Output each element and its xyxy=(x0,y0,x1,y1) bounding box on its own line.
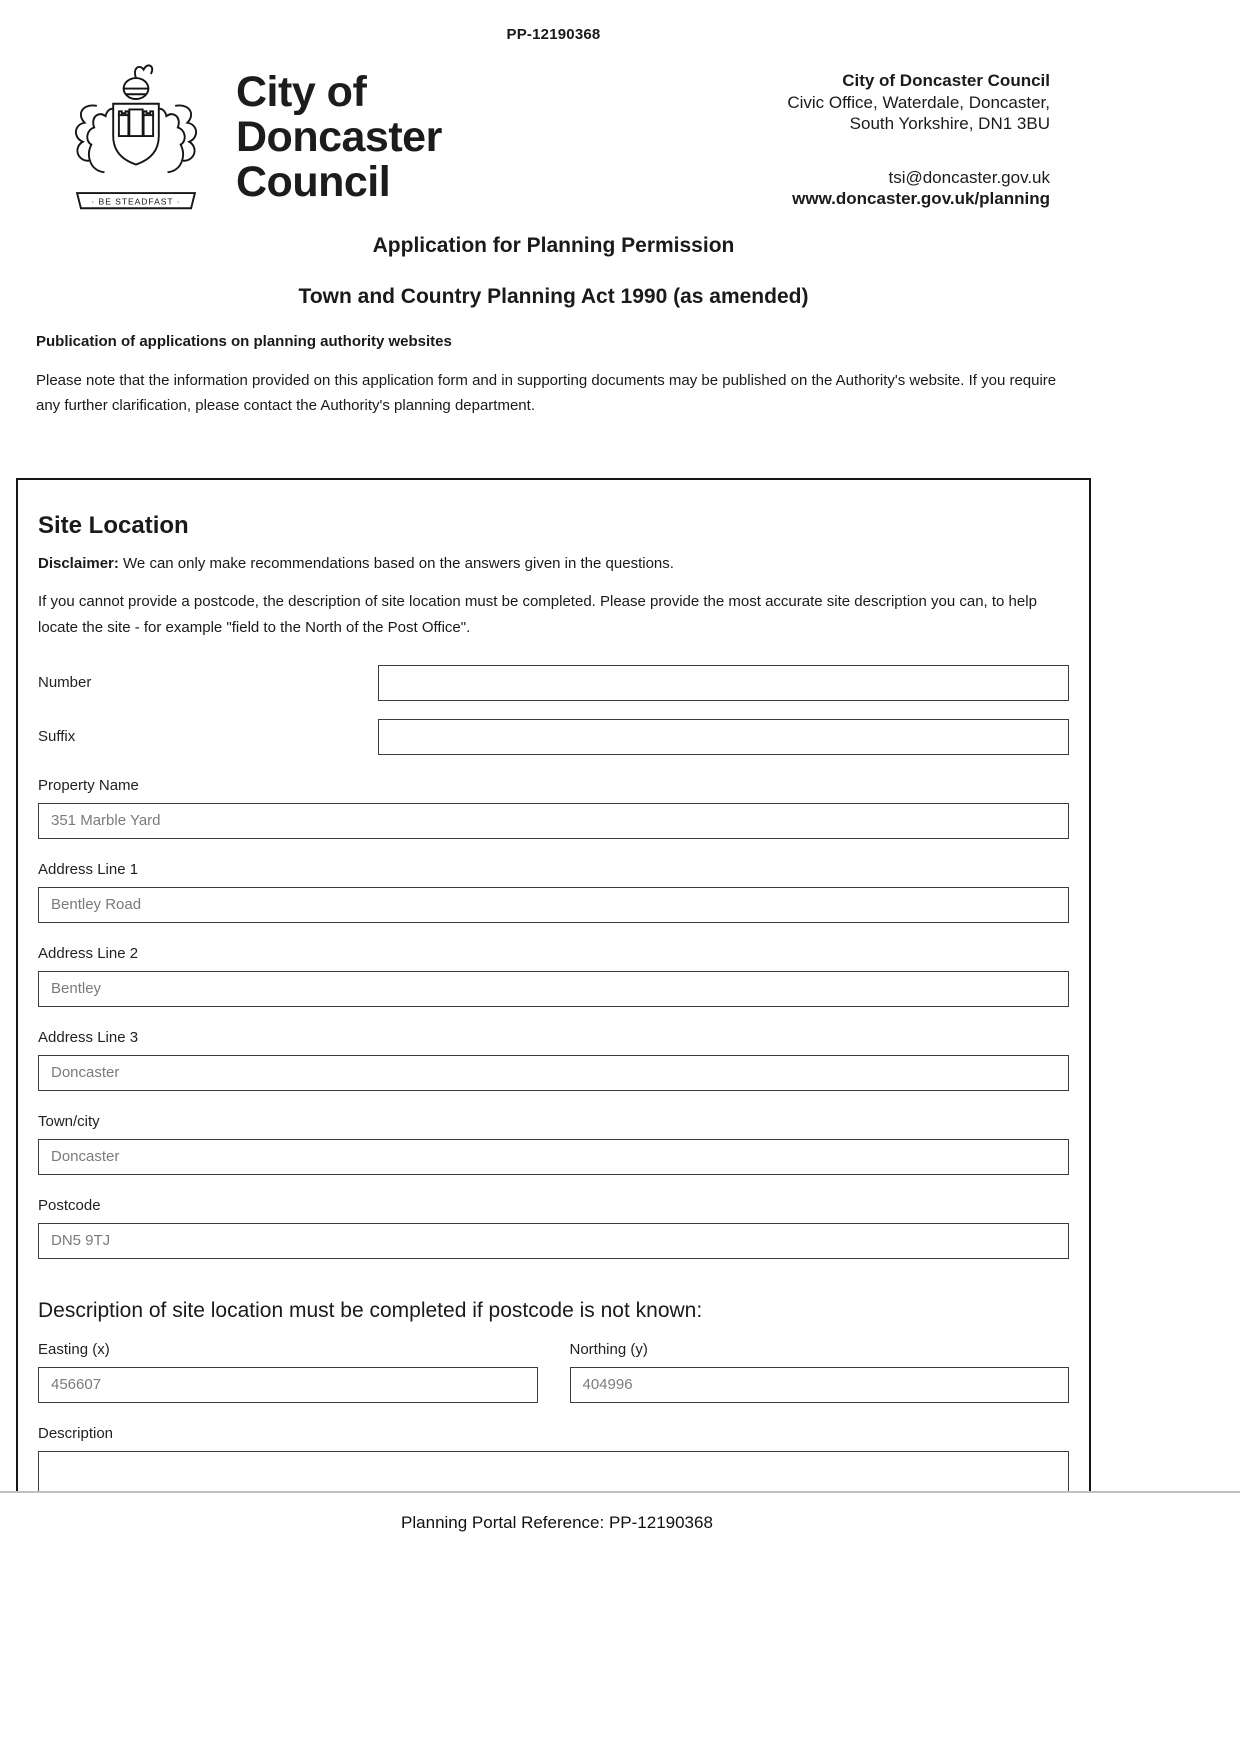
crest-mantling-right xyxy=(176,105,196,160)
address-line-3-label: Address Line 3 xyxy=(38,1028,139,1046)
site-location-section xyxy=(16,478,1091,1491)
address-line-1-field xyxy=(38,861,1069,923)
coordinates-row xyxy=(38,1341,1069,1403)
address-line-1-input[interactable] xyxy=(38,887,1069,923)
address-line-2-input[interactable] xyxy=(38,971,1069,1007)
easting-label: Easting (x) xyxy=(38,1340,110,1358)
wordmark-line-1: City of xyxy=(236,68,367,116)
council-website: www.doncaster.gov.uk/planning xyxy=(792,189,1050,208)
site-location-heading: Site Location xyxy=(38,512,189,539)
number-input[interactable] xyxy=(378,665,1069,701)
council-address-line-1: Civic Office, Waterdale, Doncaster, xyxy=(787,92,1050,112)
wordmark-line-2: Doncaster xyxy=(236,113,442,161)
town-city-field xyxy=(38,1113,1069,1175)
publication-body: Please note that the information provided on this application form and in supporting documents may be published on the Authority's website. If you require any further clarification, please contact the Authority's planning department. xyxy=(36,372,1057,415)
site-location-intro: If you cannot provide a postcode, the description of site location must be completed. Please provide the most accurate site description you can, to help locate the site - for example "field to the North of the Post Office". xyxy=(38,593,1037,636)
postcode-field xyxy=(38,1197,1069,1259)
description-label: Description xyxy=(38,1424,114,1442)
easting-input[interactable] xyxy=(38,1367,538,1403)
crest-plume xyxy=(135,65,152,78)
disclaimer-text: We can only make recommendations based on the answers given in the questions. xyxy=(123,555,674,572)
address-line-3-input[interactable] xyxy=(38,1055,1069,1091)
form-subtitle: Town and Country Planning Act 1990 (as amended) xyxy=(298,285,809,308)
address-line-2-label: Address Line 2 xyxy=(38,944,139,962)
northing-field xyxy=(570,1341,1070,1403)
disclaimer xyxy=(38,555,1069,572)
postcode-input[interactable] xyxy=(38,1223,1069,1259)
property-name-field xyxy=(38,777,1069,839)
postcode-label: Postcode xyxy=(38,1196,101,1214)
crest-helm-grille xyxy=(124,89,149,95)
description-field xyxy=(38,1425,1069,1491)
suffix-input[interactable] xyxy=(378,719,1069,755)
council-address-line-2: South Yorkshire, DN1 3BU xyxy=(849,114,1050,133)
wordmark-line-3: Council xyxy=(236,158,391,206)
address-line-1-label: Address Line 1 xyxy=(38,860,139,878)
number-label: Number xyxy=(38,674,92,692)
council-logo-block xyxy=(60,56,442,218)
property-name-input[interactable] xyxy=(38,803,1069,839)
description-requirement-heading: Description of site location must be completed if postcode is not known: xyxy=(38,1298,703,1322)
description-input[interactable] xyxy=(38,1451,1069,1491)
form-title: Application for Planning Permission xyxy=(372,234,735,257)
council-name: City of Doncaster Council xyxy=(842,71,1050,90)
planning-portal-reference-footer: Planning Portal Reference: PP-12190368 xyxy=(401,1513,713,1532)
council-wordmark xyxy=(236,70,442,205)
disclaimer-label: Disclaimer: xyxy=(38,555,119,572)
header xyxy=(60,56,1050,218)
council-crest-icon xyxy=(60,56,212,218)
crest-mantling-left xyxy=(76,105,96,160)
crest-motto-text: · BE STEADFAST · xyxy=(91,196,181,207)
town-city-label: Town/city xyxy=(38,1112,100,1130)
page-break-divider xyxy=(0,1491,1240,1493)
crest-shield xyxy=(113,104,159,165)
planning-reference-top: PP-12190368 xyxy=(506,26,601,43)
address-line-2-field xyxy=(38,945,1069,1007)
contact-spacer xyxy=(787,135,1050,167)
suffix-field-row xyxy=(38,719,1069,755)
address-line-3-field xyxy=(38,1029,1069,1091)
town-city-input[interactable] xyxy=(38,1139,1069,1175)
northing-label: Northing (y) xyxy=(569,1340,648,1358)
easting-field xyxy=(38,1341,538,1403)
publication-heading: Publication of applications on planning authority websites xyxy=(36,333,452,350)
number-field-row xyxy=(38,665,1069,701)
council-email: tsi@doncaster.gov.uk xyxy=(888,167,1050,187)
council-contact-block xyxy=(787,56,1050,210)
suffix-label: Suffix xyxy=(38,728,76,746)
northing-input[interactable] xyxy=(570,1367,1070,1403)
property-name-label: Property Name xyxy=(38,776,139,794)
